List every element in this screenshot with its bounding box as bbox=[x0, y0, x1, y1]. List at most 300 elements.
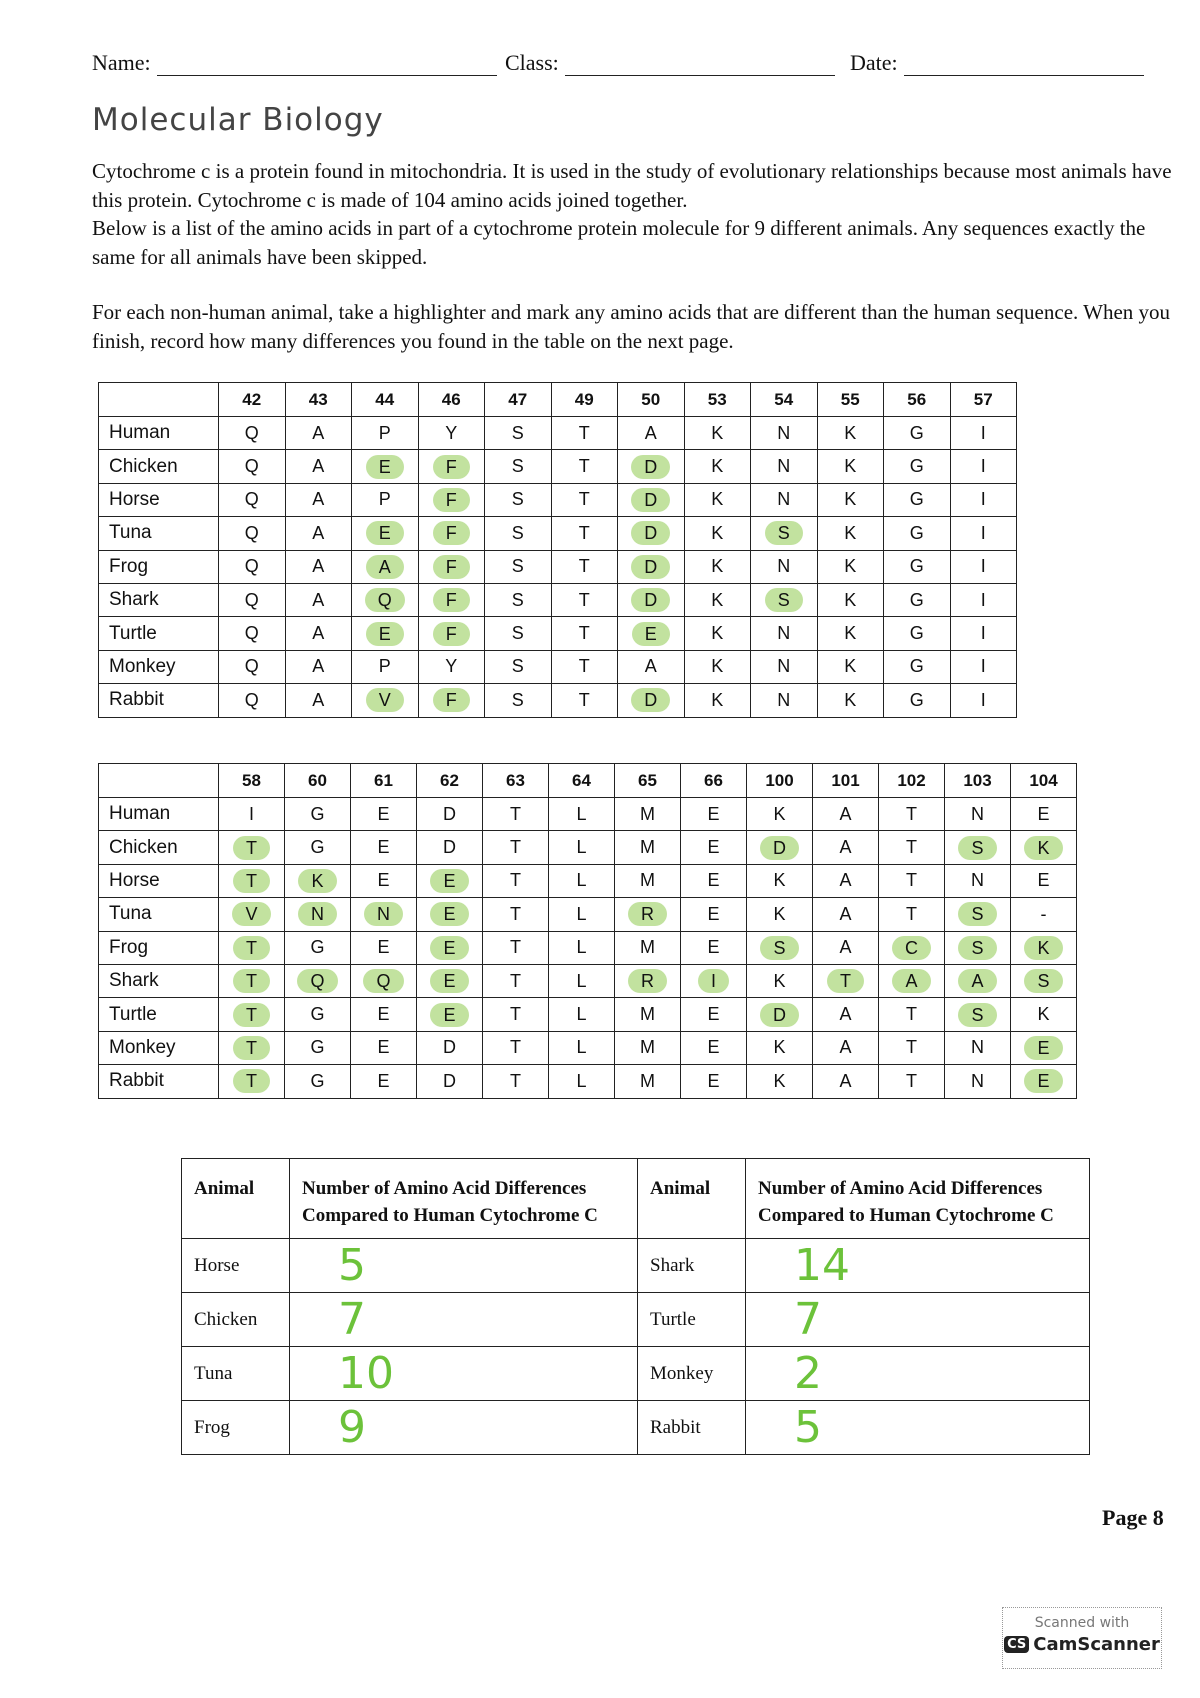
highlighted-amino-acid: I bbox=[698, 969, 729, 993]
amino-acid-cell bbox=[747, 798, 813, 831]
sequence-row bbox=[99, 517, 1017, 550]
amino-acid-cell bbox=[483, 931, 549, 964]
date-blank bbox=[904, 57, 1144, 76]
highlighted-amino-acid: S bbox=[1024, 969, 1062, 993]
highlighted-amino-acid: K bbox=[298, 869, 336, 893]
sequence-row bbox=[99, 864, 1077, 897]
amino-acid-cell bbox=[483, 998, 549, 1031]
amino-acid-cell bbox=[618, 617, 685, 650]
amino-acid-cell bbox=[879, 798, 945, 831]
amino-acid-cell bbox=[417, 998, 483, 1031]
amino-acid-cell bbox=[747, 1065, 813, 1098]
amino-acid: K bbox=[844, 656, 857, 677]
highlighted-amino-acid: F bbox=[433, 488, 470, 512]
amino-acid-cell bbox=[879, 964, 945, 997]
amino-acid-cell bbox=[950, 617, 1017, 650]
amino-acid-cell bbox=[618, 517, 685, 550]
amino-acid-cell bbox=[751, 450, 818, 483]
highlighted-amino-acid: Q bbox=[297, 969, 337, 993]
amino-acid-cell bbox=[351, 898, 417, 931]
amino-acid-cell bbox=[285, 931, 351, 964]
amino-acid-cell bbox=[551, 650, 618, 683]
amino-acid-cell bbox=[551, 417, 618, 450]
highlighted-amino-acid: E bbox=[430, 936, 468, 960]
amino-acid-cell bbox=[351, 1031, 417, 1064]
amino-acid-cell bbox=[681, 898, 747, 931]
amino-acid-cell bbox=[747, 898, 813, 931]
amino-acid: Q bbox=[244, 456, 259, 477]
handwritten-count: 14 bbox=[746, 1239, 1090, 1293]
amino-acid: L bbox=[576, 1037, 587, 1058]
amino-acid: L bbox=[576, 837, 587, 858]
amino-acid: K bbox=[773, 1070, 786, 1091]
position-header: 50 bbox=[618, 383, 685, 417]
amino-acid: K bbox=[711, 656, 724, 677]
amino-acid: K bbox=[711, 522, 724, 543]
amino-acid: I bbox=[980, 522, 986, 543]
amino-acid: N bbox=[971, 1070, 984, 1091]
highlighted-amino-acid: E bbox=[366, 455, 404, 479]
amino-acid-cell bbox=[483, 831, 549, 864]
results-header-diff-right: Number of Amino Acid Differences Compared to Human Cytochrome C bbox=[746, 1159, 1090, 1239]
amino-acid-cell bbox=[950, 450, 1017, 483]
blank-header-cell bbox=[99, 383, 219, 417]
amino-acid-cell bbox=[1011, 898, 1077, 931]
amino-acid-cell bbox=[817, 483, 884, 516]
highlighted-amino-acid: D bbox=[631, 455, 670, 479]
results-header-animal-left: Animal bbox=[182, 1159, 290, 1239]
sequence-row bbox=[99, 583, 1017, 616]
amino-acid-cell bbox=[879, 998, 945, 1031]
animal-name: Turtle bbox=[99, 998, 219, 1031]
amino-acid-cell bbox=[219, 617, 286, 650]
amino-acid-cell bbox=[352, 450, 419, 483]
amino-acid: K bbox=[711, 422, 724, 443]
amino-acid-cell bbox=[945, 898, 1011, 931]
position-header: 64 bbox=[549, 764, 615, 798]
amino-acid: T bbox=[578, 656, 590, 677]
amino-acid-cell bbox=[219, 417, 286, 450]
amino-acid-cell bbox=[950, 417, 1017, 450]
amino-acid: G bbox=[310, 937, 325, 958]
amino-acid-cell bbox=[884, 517, 951, 550]
results-row bbox=[182, 1401, 1090, 1455]
amino-acid-cell bbox=[817, 417, 884, 450]
amino-acid: T bbox=[510, 1004, 521, 1025]
amino-acid-cell bbox=[684, 583, 751, 616]
amino-acid-cell bbox=[751, 517, 818, 550]
sequence-row bbox=[99, 931, 1077, 964]
amino-acid-cell bbox=[681, 1031, 747, 1064]
results-header-animal-right: Animal bbox=[638, 1159, 746, 1239]
amino-acid: L bbox=[576, 903, 587, 924]
amino-acid-cell bbox=[352, 583, 419, 616]
animal-name: Horse bbox=[99, 483, 219, 516]
handwritten-count: 2 bbox=[746, 1347, 1090, 1401]
amino-acid-cell bbox=[285, 998, 351, 1031]
amino-acid-cell bbox=[684, 684, 751, 717]
amino-acid-cell bbox=[285, 550, 352, 583]
amino-acid-cell bbox=[618, 684, 685, 717]
position-header: 58 bbox=[219, 764, 285, 798]
amino-acid: E bbox=[707, 1004, 720, 1025]
animal-name: Tuna bbox=[99, 898, 219, 931]
amino-acid: T bbox=[510, 903, 521, 924]
position-header: 55 bbox=[817, 383, 884, 417]
amino-acid-cell bbox=[813, 831, 879, 864]
amino-acid-cell bbox=[681, 1065, 747, 1098]
amino-acid-cell bbox=[684, 450, 751, 483]
amino-acid-cell bbox=[483, 798, 549, 831]
amino-acid-cell bbox=[417, 831, 483, 864]
animal-name: Turtle bbox=[99, 617, 219, 650]
amino-acid-cell bbox=[418, 483, 485, 516]
amino-acid-cell bbox=[418, 617, 485, 650]
amino-acid: T bbox=[578, 522, 590, 543]
amino-acid: N bbox=[971, 870, 984, 891]
amino-acid-cell bbox=[285, 617, 352, 650]
amino-acid-cell bbox=[352, 483, 419, 516]
amino-acid: Q bbox=[244, 656, 259, 677]
amino-acid-cell bbox=[418, 583, 485, 616]
sequence-row bbox=[99, 1031, 1077, 1064]
amino-acid: K bbox=[711, 456, 724, 477]
amino-acid-cell bbox=[950, 684, 1017, 717]
amino-acid: Q bbox=[244, 689, 259, 710]
amino-acid: K bbox=[1037, 1004, 1050, 1025]
amino-acid-cell bbox=[351, 998, 417, 1031]
amino-acid: D bbox=[443, 837, 456, 858]
amino-acid-cell bbox=[551, 517, 618, 550]
highlighted-amino-acid: A bbox=[366, 555, 404, 579]
amino-acid-cell bbox=[417, 798, 483, 831]
amino-acid-cell bbox=[219, 1065, 285, 1098]
results-animal: Turtle bbox=[638, 1293, 746, 1347]
amino-acid: T bbox=[578, 422, 590, 443]
amino-acid-cell bbox=[879, 864, 945, 897]
amino-acid: N bbox=[777, 656, 791, 677]
amino-acid-cell bbox=[285, 517, 352, 550]
animal-name: Frog bbox=[99, 550, 219, 583]
amino-acid-cell bbox=[219, 550, 286, 583]
amino-acid-cell bbox=[615, 931, 681, 964]
animal-name: Shark bbox=[99, 964, 219, 997]
results-animal: Rabbit bbox=[638, 1401, 746, 1455]
highlighted-amino-acid: V bbox=[232, 902, 270, 926]
sequence-row bbox=[99, 450, 1017, 483]
amino-acid: T bbox=[906, 1037, 917, 1058]
amino-acid: G bbox=[909, 456, 924, 477]
amino-acid-cell bbox=[884, 450, 951, 483]
amino-acid: N bbox=[777, 689, 791, 710]
amino-acid-cell bbox=[417, 964, 483, 997]
amino-acid: Y bbox=[445, 656, 458, 677]
amino-acid-cell bbox=[549, 931, 615, 964]
highlighted-amino-acid: K bbox=[1024, 936, 1062, 960]
amino-acid-cell bbox=[351, 864, 417, 897]
position-header: 66 bbox=[681, 764, 747, 798]
amino-acid: M bbox=[640, 1037, 655, 1058]
amino-acid-cell bbox=[747, 931, 813, 964]
highlighted-amino-acid: T bbox=[233, 836, 270, 860]
amino-acid: E bbox=[377, 937, 390, 958]
amino-acid: T bbox=[906, 870, 917, 891]
amino-acid: K bbox=[844, 556, 857, 577]
highlighted-amino-acid: N bbox=[364, 902, 403, 926]
amino-acid-cell bbox=[950, 517, 1017, 550]
amino-acid-cell bbox=[351, 831, 417, 864]
highlighted-amino-acid: S bbox=[958, 936, 996, 960]
amino-acid-cell bbox=[945, 1031, 1011, 1064]
name-field bbox=[92, 50, 497, 76]
amino-acid-cell bbox=[945, 1065, 1011, 1098]
amino-acid-cell bbox=[219, 898, 285, 931]
position-header: 53 bbox=[684, 383, 751, 417]
amino-acid: L bbox=[576, 970, 587, 991]
amino-acid: S bbox=[511, 489, 524, 510]
amino-acid-cell bbox=[285, 1031, 351, 1064]
amino-acid: M bbox=[640, 837, 655, 858]
amino-acid: Q bbox=[244, 422, 259, 443]
amino-acid: K bbox=[773, 903, 786, 924]
page-title: Molecular Biology bbox=[92, 102, 384, 138]
amino-acid-cell bbox=[747, 998, 813, 1031]
amino-acid: E bbox=[1037, 870, 1050, 891]
amino-acid-cell bbox=[684, 483, 751, 516]
amino-acid: E bbox=[707, 870, 720, 891]
amino-acid: S bbox=[511, 623, 524, 644]
amino-acid-cell bbox=[483, 964, 549, 997]
amino-acid-cell bbox=[618, 450, 685, 483]
amino-acid: I bbox=[980, 689, 986, 710]
amino-acid-cell bbox=[285, 684, 352, 717]
amino-acid: T bbox=[578, 456, 590, 477]
amino-acid: N bbox=[777, 422, 791, 443]
amino-acid: I bbox=[980, 422, 986, 443]
amino-acid-cell bbox=[485, 417, 552, 450]
amino-acid-cell bbox=[813, 1031, 879, 1064]
sequence-row bbox=[99, 550, 1017, 583]
results-row bbox=[182, 1239, 1090, 1293]
amino-acid-cell bbox=[817, 550, 884, 583]
class-field bbox=[505, 50, 835, 76]
amino-acid-cell bbox=[618, 650, 685, 683]
amino-acid: A bbox=[312, 656, 325, 677]
highlighted-amino-acid: R bbox=[628, 969, 667, 993]
highlighted-amino-acid: D bbox=[760, 836, 799, 860]
amino-acid: E bbox=[707, 837, 720, 858]
amino-acid-cell bbox=[485, 650, 552, 683]
amino-acid-cell bbox=[884, 417, 951, 450]
handwritten-count: 5 bbox=[746, 1401, 1090, 1455]
amino-acid: T bbox=[510, 1070, 521, 1091]
amino-acid-cell bbox=[351, 1065, 417, 1098]
position-header: 103 bbox=[945, 764, 1011, 798]
position-header: 47 bbox=[485, 383, 552, 417]
amino-acid-cell bbox=[884, 583, 951, 616]
amino-acid: T bbox=[906, 1004, 917, 1025]
amino-acid-cell bbox=[945, 964, 1011, 997]
amino-acid: K bbox=[773, 1037, 786, 1058]
position-header-row bbox=[99, 764, 1077, 798]
amino-acid: A bbox=[312, 623, 325, 644]
amino-acid: I bbox=[980, 656, 986, 677]
amino-acid: E bbox=[377, 1037, 390, 1058]
amino-acid-cell bbox=[747, 864, 813, 897]
position-header: 57 bbox=[950, 383, 1017, 417]
animal-name: Human bbox=[99, 798, 219, 831]
amino-acid: A bbox=[839, 1004, 852, 1025]
amino-acid-cell bbox=[551, 617, 618, 650]
highlighted-amino-acid: T bbox=[233, 869, 270, 893]
amino-acid-cell bbox=[219, 931, 285, 964]
amino-acid: Q bbox=[244, 623, 259, 644]
amino-acid: A bbox=[312, 456, 325, 477]
amino-acid: K bbox=[773, 803, 786, 824]
amino-acid-cell bbox=[1011, 1031, 1077, 1064]
position-header-row bbox=[99, 383, 1017, 417]
amino-acid-cell bbox=[615, 964, 681, 997]
amino-acid: Q bbox=[244, 556, 259, 577]
results-animal: Shark bbox=[638, 1239, 746, 1293]
amino-acid-cell bbox=[483, 1031, 549, 1064]
sequence-row bbox=[99, 798, 1077, 831]
amino-acid: D bbox=[443, 1070, 456, 1091]
results-animal: Frog bbox=[182, 1401, 290, 1455]
highlighted-amino-acid: D bbox=[631, 555, 670, 579]
highlighted-amino-acid: D bbox=[760, 1003, 799, 1027]
amino-acid-cell bbox=[747, 1031, 813, 1064]
class-blank bbox=[565, 57, 835, 76]
sequence-row bbox=[99, 650, 1017, 683]
amino-acid-cell bbox=[285, 417, 352, 450]
amino-acid-cell bbox=[751, 550, 818, 583]
amino-acid: T bbox=[510, 837, 521, 858]
amino-acid-cell bbox=[551, 583, 618, 616]
position-header: 46 bbox=[418, 383, 485, 417]
amino-acid-cell bbox=[219, 864, 285, 897]
amino-acid: G bbox=[909, 422, 924, 443]
amino-acid-cell bbox=[945, 931, 1011, 964]
highlighted-amino-acid: T bbox=[827, 969, 864, 993]
amino-acid-cell bbox=[1011, 864, 1077, 897]
highlighted-amino-acid: T bbox=[233, 1069, 270, 1093]
amino-acid: A bbox=[839, 903, 852, 924]
highlighted-amino-acid: F bbox=[433, 521, 470, 545]
amino-acid-cell bbox=[817, 450, 884, 483]
amino-acid-cell bbox=[485, 583, 552, 616]
amino-acid: K bbox=[844, 422, 857, 443]
amino-acid-cell bbox=[351, 798, 417, 831]
highlighted-amino-acid: E bbox=[430, 902, 468, 926]
amino-acid-cell bbox=[549, 864, 615, 897]
sequence-row bbox=[99, 898, 1077, 931]
highlighted-amino-acid: F bbox=[433, 622, 470, 646]
position-header: 44 bbox=[352, 383, 419, 417]
amino-acid-cell bbox=[551, 550, 618, 583]
amino-acid: E bbox=[707, 803, 720, 824]
amino-acid-cell bbox=[485, 517, 552, 550]
amino-acid-cell bbox=[285, 798, 351, 831]
amino-acid-cell bbox=[950, 650, 1017, 683]
amino-acid: K bbox=[844, 589, 857, 610]
highlighted-amino-acid: S bbox=[760, 936, 798, 960]
amino-acid-cell bbox=[615, 864, 681, 897]
amino-acid-cell bbox=[551, 450, 618, 483]
position-header: 63 bbox=[483, 764, 549, 798]
position-header: 62 bbox=[417, 764, 483, 798]
amino-acid: E bbox=[707, 903, 720, 924]
highlighted-amino-acid: A bbox=[892, 969, 930, 993]
amino-acid: A bbox=[312, 589, 325, 610]
amino-acid-cell bbox=[813, 898, 879, 931]
amino-acid-cell bbox=[945, 798, 1011, 831]
amino-acid-cell bbox=[285, 898, 351, 931]
amino-acid-cell bbox=[352, 684, 419, 717]
highlighted-amino-acid: S bbox=[958, 902, 996, 926]
amino-acid-cell bbox=[813, 998, 879, 1031]
name-label: Name: bbox=[92, 50, 151, 75]
amino-acid-cell bbox=[681, 964, 747, 997]
amino-acid: T bbox=[906, 803, 917, 824]
amino-acid-cell bbox=[615, 798, 681, 831]
amino-acid: N bbox=[971, 803, 984, 824]
amino-acid: M bbox=[640, 803, 655, 824]
handwritten-count: 5 bbox=[290, 1239, 638, 1293]
amino-acid-cell bbox=[285, 483, 352, 516]
amino-acid: L bbox=[576, 937, 587, 958]
amino-acid: L bbox=[576, 1004, 587, 1025]
amino-acid-cell bbox=[751, 650, 818, 683]
amino-acid-cell bbox=[747, 831, 813, 864]
sequence-row bbox=[99, 831, 1077, 864]
amino-acid-cell bbox=[751, 583, 818, 616]
blank-header-cell bbox=[99, 764, 219, 798]
amino-acid: E bbox=[377, 1070, 390, 1091]
amino-acid: G bbox=[909, 623, 924, 644]
amino-acid: G bbox=[909, 656, 924, 677]
amino-acid-cell bbox=[950, 550, 1017, 583]
amino-acid-cell bbox=[684, 650, 751, 683]
amino-acid-cell bbox=[219, 583, 286, 616]
amino-acid-cell bbox=[549, 798, 615, 831]
position-header: 104 bbox=[1011, 764, 1077, 798]
results-header-diff-left: Number of Amino Acid Differences Compared to Human Cytochrome C bbox=[290, 1159, 638, 1239]
amino-acid: T bbox=[578, 589, 590, 610]
amino-acid: L bbox=[576, 803, 587, 824]
amino-acid-cell bbox=[813, 964, 879, 997]
amino-acid: N bbox=[777, 556, 791, 577]
watermark-brand-name: CamScanner bbox=[1033, 1634, 1160, 1655]
amino-acid-cell bbox=[352, 417, 419, 450]
highlighted-amino-acid: V bbox=[366, 688, 404, 712]
date-label: Date: bbox=[850, 50, 898, 75]
amino-acid-cell bbox=[285, 964, 351, 997]
amino-acid-cell bbox=[219, 483, 286, 516]
highlighted-amino-acid: E bbox=[430, 1003, 468, 1027]
position-header: 100 bbox=[747, 764, 813, 798]
amino-acid-cell bbox=[615, 898, 681, 931]
position-header: 60 bbox=[285, 764, 351, 798]
highlighted-amino-acid: T bbox=[233, 1003, 270, 1027]
amino-acid: K bbox=[844, 489, 857, 510]
highlighted-amino-acid: E bbox=[430, 969, 468, 993]
amino-acid: E bbox=[377, 837, 390, 858]
animal-name: Chicken bbox=[99, 450, 219, 483]
amino-acid: T bbox=[578, 489, 590, 510]
amino-acid-cell bbox=[879, 1065, 945, 1098]
amino-acid: A bbox=[312, 556, 325, 577]
